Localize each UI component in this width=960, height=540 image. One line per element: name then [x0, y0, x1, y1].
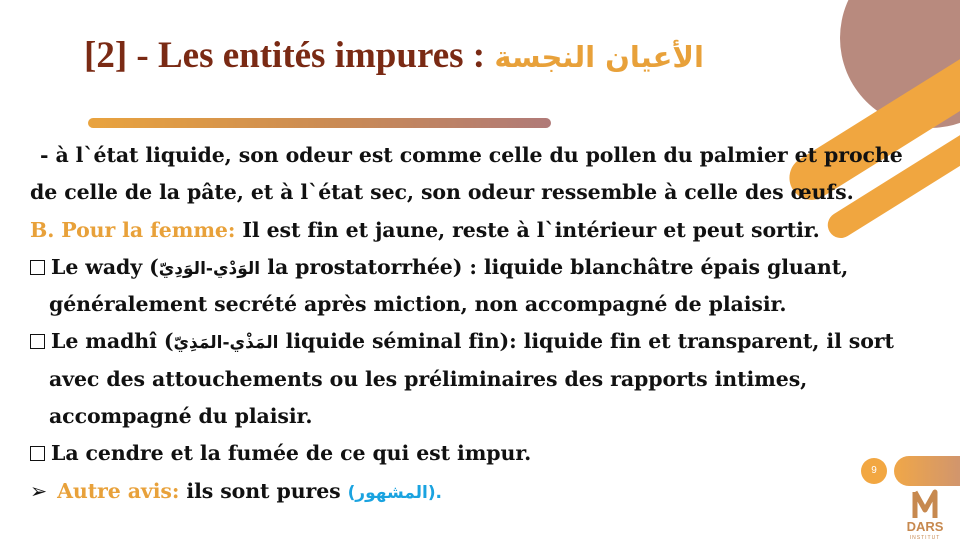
svg-text:INSTITUT: INSTITUT	[909, 535, 941, 540]
section-label: Autre avis:	[57, 478, 180, 503]
arrow-bullet-icon: ➢	[30, 478, 48, 503]
slide-title	[84, 34, 784, 84]
list-item-continuation	[30, 361, 940, 398]
item-text: ils sont pures	[179, 478, 348, 503]
title-arabic: الأعيان النجسة	[494, 40, 704, 74]
list-item	[30, 323, 940, 360]
text-line	[30, 137, 940, 174]
list-item-continuation	[30, 398, 940, 435]
title-underline	[88, 118, 551, 128]
checkbox-icon	[30, 260, 45, 275]
list-item-continuation	[30, 286, 940, 323]
list-item	[30, 249, 940, 286]
text-line	[30, 174, 940, 211]
list-item	[30, 435, 940, 472]
list-item	[30, 473, 940, 510]
item-text: La cendre et la fumée de ce qui est impur.	[51, 441, 532, 466]
item-text: Le madhî (	[51, 329, 174, 354]
arabic-term: الوَدْي-الوَدِيّ	[158, 258, 261, 279]
arabic-term: المَذْي-المَذِيّ	[173, 333, 279, 354]
item-text: Le wady (	[51, 254, 159, 279]
item-text: accompagné du plaisir.	[49, 404, 313, 429]
checkbox-icon	[30, 446, 45, 461]
checkbox-icon	[30, 334, 45, 349]
svg-text:DARS: DARS	[906, 519, 944, 534]
page-number: 9	[861, 458, 887, 484]
item-text: la prostatorrhée) : liquide blanchâtre épais gluant,	[260, 254, 849, 279]
slide-body	[30, 137, 940, 510]
line-text: Il est fin et jaune, reste à l`intérieur et peut sortir.	[235, 217, 820, 242]
item-text: généralement secrété après miction, non accompagné de plaisir.	[49, 292, 787, 317]
item-text: avec des attouchements ou les préliminaires des rapports intimes,	[49, 366, 808, 391]
dars-logo	[895, 488, 955, 540]
line-text: de celle de la pâte, et à l`état sec, son odeur ressemble à celle des œufs.	[30, 180, 854, 205]
arabic-term: (المشهور).	[347, 482, 442, 503]
text-line	[30, 212, 940, 249]
line-text: - à l`état liquide, son odeur est comme celle du pollen du palmier et proche	[40, 143, 903, 167]
section-label: B. Pour la femme:	[30, 217, 236, 242]
page-number-bar	[894, 456, 960, 486]
title-french: [2] - Les entités impures :	[84, 35, 495, 76]
item-text: liquide séminal fin): liquide fin et transparent, il sort	[278, 329, 894, 354]
